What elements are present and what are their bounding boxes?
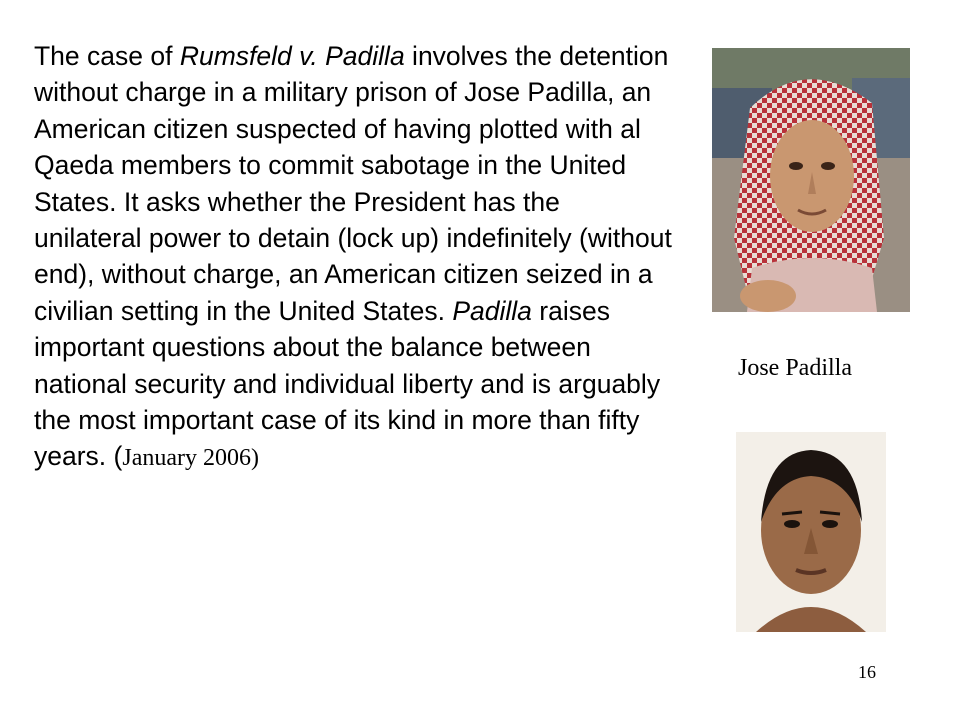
photo-caption: Jose Padilla	[738, 355, 852, 381]
photo-mugshot	[736, 432, 886, 632]
body-text-1: The case of	[34, 41, 180, 71]
body-paragraph	[34, 38, 674, 477]
body-text-3: raises important questions about the balance between national security and individual liberty and is arguably the most important case of its kind in more than fifty years.	[34, 295, 661, 472]
photo-headscarf	[712, 48, 910, 312]
date-open-paren: (	[113, 441, 123, 472]
case-short-name: Padilla	[452, 295, 532, 326]
body-text-2: involves the detention without charge in a military prison of Jose Padilla, an American citizen suspected of having plotted with al Qaeda members to commit sabotage in the United States. It asks whether the President has the unilateral power to detain (lock up) indefinitely (without end), without charge, an American citizen seized in a civilian setting in the United States.	[34, 41, 672, 326]
case-name: Rumsfeld v. Padilla	[179, 41, 405, 71]
date-text: January 2006)	[122, 445, 259, 472]
page-number: 16	[858, 662, 876, 682]
